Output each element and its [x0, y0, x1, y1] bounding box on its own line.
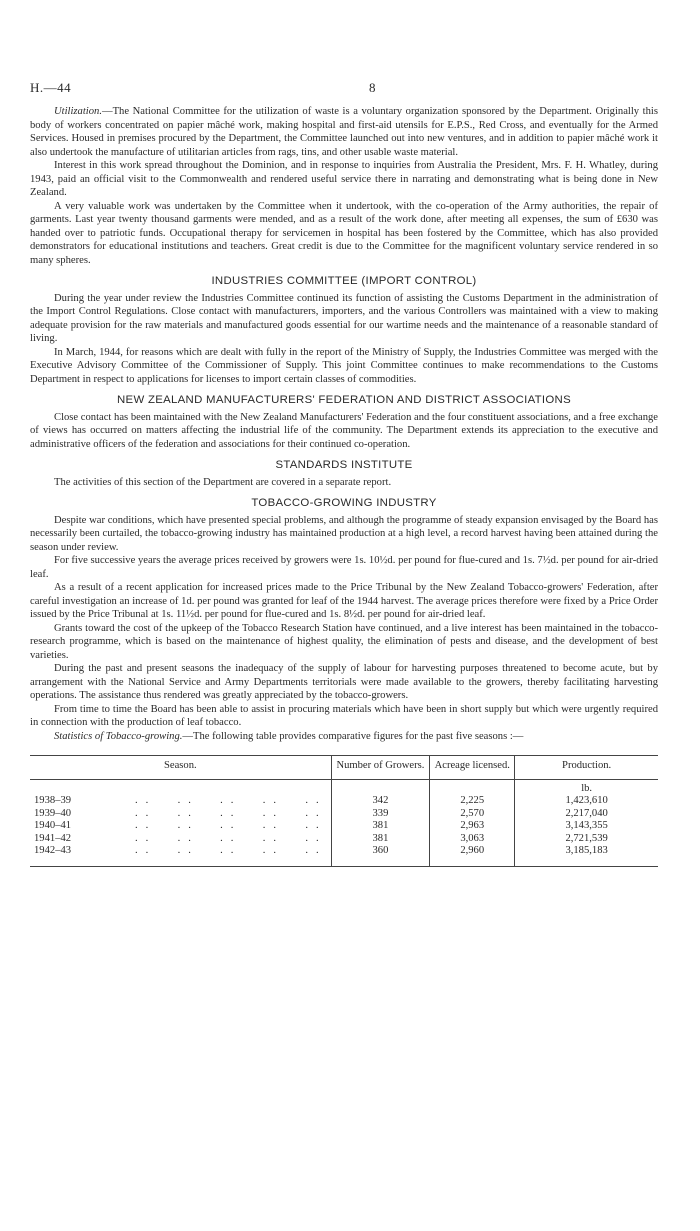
tobacco-heading: TOBACCO-GROWING INDUSTRY — [251, 497, 437, 509]
tobacco-paragraph-6: From time to time the Board has been able to assist in procuring materials which have been in short supply but which were urgently required in connection with the production of leaf tobacco. — [30, 703, 658, 728]
statistics-lead: Statistics of Tobacco-growing. — [54, 730, 183, 742]
acreage-cell: 2,960 — [430, 845, 515, 858]
table-row — [30, 795, 658, 808]
utilization-paragraph-2: Interest in this work spread throughout the Dominion, and in response to inquiries from Australia the President, Mrs. F. H. Whatley, during 1943, paid an official visit to the Commonwealth and rendered useful service there in narrating and demonstrating what is being done in New Zealand. — [30, 160, 658, 198]
federation-paragraph-1: Close contact has been maintained with the New Zealand Manufacturers' Federation and the four constituent associations, and a free exchange of views has occurred on matters affecting the industrial life of the community. The Department extends its appreciation to the executive and administrative officers of the federation and associations for their continued co-operation. — [30, 411, 658, 450]
industries-paragraph-1: During the year under review the Industries Committee continued its function of assisting the Customs Department in the administration of the Import Control Regulations. Close contact with manufacturers, importers, and the various Controllers was maintained with a view to making adequate provision for the raw materials and manufactured goods essential for our wartime needs and the maintenance of a reasonable standard of living. — [30, 292, 658, 344]
header-acreage: Acreage licensed. — [430, 756, 515, 780]
tobacco-statistics-table — [30, 755, 658, 867]
unit-spacer-growers — [331, 779, 430, 795]
growers-cell: 381 — [331, 820, 430, 833]
page-number: 8 — [369, 80, 376, 95]
leader-dots: .. .. .. .. .. — [71, 845, 327, 856]
running-header — [30, 80, 658, 96]
industries-paragraph-2: In March, 1944, for reasons which are dealt with fully in the report of the Ministry of Supply, the Industries Committee was merged with the Executive Advisory Committee of the Commissioner of Supply. This joint Committee continues to make recommendations to the Customs Department in respect to applications for licenses to import certain classes of commodities. — [30, 346, 658, 385]
tobacco-paragraph-3: As a result of a recent application for increased prices made to the Price Tribunal by the New Zealand Tobacco-growers' Federation, after careful investigation an increase of 1d. per pound was granted for leaf of the 1944 harvest. The average prices therefore were fixed by a Price Order issued by the Price Tribunal at 1s. 11½d. per pound for flue-cured and 1s. 8½d. per pound for air-dried leaf. — [30, 582, 658, 620]
growers-cell: 381 — [331, 833, 430, 846]
table-footer-row — [30, 858, 658, 867]
table-row — [30, 845, 658, 858]
tobacco-paragraph-4: Grants toward the cost of the upkeep of the Tobacco Research Station have continued, and a live interest has been maintained in the tobacco-research programme, which is based on the maintenance of highest quality, the elimination of pests and disease, and the development of best varieties. — [30, 622, 658, 661]
table-header-row — [30, 756, 658, 780]
federation-heading: NEW ZEALAND MANUFACTURERS' FEDERATION AND DISTRICT ASSOCIATIONS — [117, 394, 571, 406]
report-code: H.—44 — [30, 80, 72, 95]
footer-spacer-season — [30, 858, 331, 867]
body-text — [30, 105, 658, 867]
leader-dots: .. .. .. .. .. — [71, 807, 327, 819]
production-cell: 1,423,610 — [515, 795, 658, 808]
leader-dots: .. .. .. .. .. — [71, 795, 327, 806]
acreage-cell: 2,963 — [430, 820, 515, 833]
growers-cell: 360 — [331, 845, 430, 858]
acreage-cell: 2,225 — [430, 795, 515, 808]
utilization-paragraph-3: A very valuable work was undertaken by the Committee when it undertook, with the co-operation of the Army authorities, the repair of garments. Last year twenty thousand garments were mended, and as a result of the work done, after meeting all expenses, the sum of £630 was handed over to patriotic funds. Occupational therapy for servicemen in hospital has been fostered by the Committee, which has also provided demonstrators for educational institutions and teachers. Great credit is due to the Committee for the magnificent voluntary service rendered in so many spheres. — [30, 200, 658, 266]
unit-spacer-acreage — [430, 779, 515, 795]
unit-spacer-season — [30, 779, 331, 795]
leader-dots: .. .. .. .. .. — [71, 832, 327, 844]
production-unit: lb. — [515, 779, 658, 795]
standards-paragraph-1: The activities of this section of the Department are covered in a separate report. — [54, 476, 392, 488]
standards-heading: STANDARDS INSTITUTE — [275, 459, 413, 471]
season-label: 1939–40 — [34, 807, 72, 819]
table-row — [30, 833, 658, 846]
table-row — [30, 820, 658, 833]
season-cell — [30, 833, 331, 846]
header-season: Season. — [30, 756, 331, 780]
footer-spacer-production — [515, 858, 658, 867]
utilization-paragraph-1 — [30, 105, 658, 159]
utilization-paragraph-1-text: —The National Committee for the utilization of waste is a voluntary organization sponsored by the Department. Originally this body of workers concentrated on papier mâché work, making hospital and first-aid utensils for E.P.S., Red Cross, and eventually for the Armed Services. Housed in premises procured by the Department, the Committee launched out into new ventures, and in addition to papier mâché work it also undertook the manufacture of utilitarian articles from rags, tins, and other usable waste material. — [30, 106, 658, 158]
growers-cell: 339 — [331, 808, 430, 821]
unit-row — [30, 779, 658, 795]
production-cell: 3,185,183 — [515, 845, 658, 858]
season-cell — [30, 845, 331, 858]
production-cell: 2,721,539 — [515, 833, 658, 846]
tobacco-paragraph-1: Despite war conditions, which have presented special problems, and although the programme of steady expansion envisaged by the Board has necessarily been curtailed, the tobacco-growing industry has maintained production at a high level, a record harvest having been attained during the season under review. — [30, 514, 658, 553]
season-cell — [30, 795, 331, 808]
statistics-intro — [30, 730, 658, 744]
acreage-cell: 3,063 — [430, 833, 515, 846]
utilization-lead: Utilization. — [54, 106, 102, 117]
acreage-cell: 2,570 — [430, 808, 515, 821]
tobacco-paragraph-2: For five successive years the average prices received by growers were 1s. 10½d. per pound for flue-cured and 1s. 7½d. per pound for air-dried leaf. — [30, 555, 658, 580]
season-label: 1940–41 — [34, 820, 72, 831]
statistics-intro-text: —The following table provides comparative figures for the past five seasons :— — [182, 730, 524, 742]
header-production: Production. — [515, 756, 658, 780]
table-row — [30, 808, 658, 821]
footer-spacer-growers — [331, 858, 430, 867]
season-cell — [30, 820, 331, 833]
season-label: 1938–39 — [34, 795, 72, 806]
production-cell: 2,217,040 — [515, 808, 658, 821]
header-growers: Number of Growers. — [331, 756, 430, 780]
season-label: 1941–42 — [34, 832, 72, 844]
footer-spacer-acreage — [430, 858, 515, 867]
industries-heading: INDUSTRIES COMMITTEE (IMPORT CONTROL) — [211, 275, 477, 287]
growers-cell: 342 — [331, 795, 430, 808]
season-label: 1942–43 — [34, 845, 72, 856]
leader-dots: .. .. .. .. .. — [71, 820, 327, 831]
production-cell: 3,143,355 — [515, 820, 658, 833]
season-cell — [30, 808, 331, 821]
tobacco-paragraph-5: During the past and present seasons the inadequacy of the supply of labour for harvesting purposes threatened to become acute, but by arrangement with the National Service and Army Departments territorials were made available to the growers, thereby facilitating harvesting operations. The assistance thus rendered was greatly appreciated by the tobacco-growers. — [30, 663, 658, 701]
